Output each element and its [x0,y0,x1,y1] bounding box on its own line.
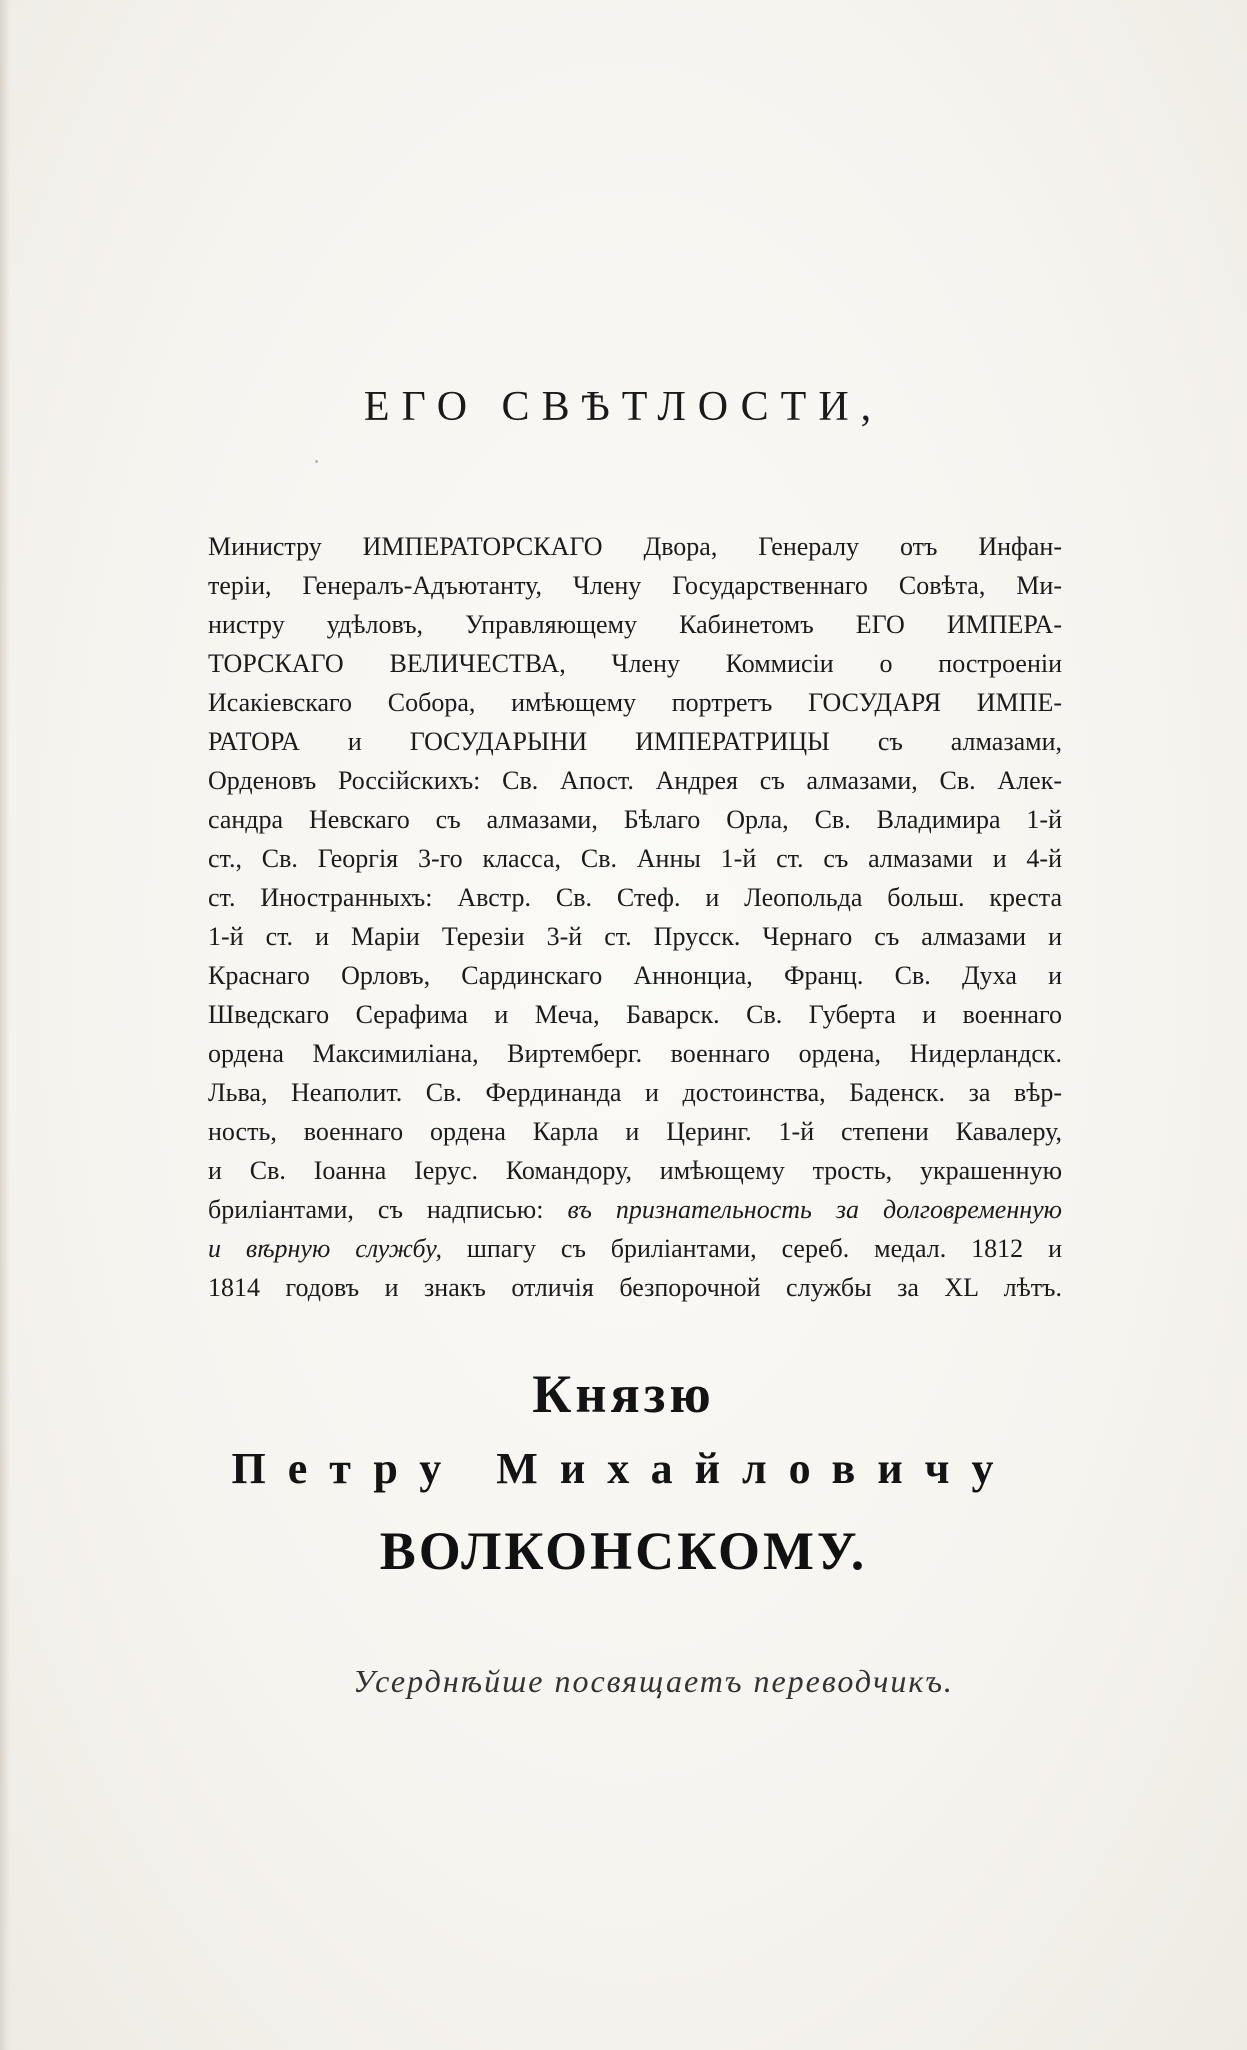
body-line: 1-й ст. и Маріи Терезіи 3-й ст. Прусск. Чернаго съ алмазами и [208,922,1062,951]
recipient-title: Князю [532,1364,715,1424]
body-line: 1814 годовъ и знакъ отличія безпорочной службы за XL лѣтъ. [208,1273,1062,1302]
body-line: Льва, Неаполит. Св. Фердинанда и достоинства, Баденск. за вѣр- [208,1078,1062,1107]
body-line: Орденовъ Россійскихъ: Св. Апост. Андрея съ алмазами, Св. Алек- [208,766,1062,795]
inscription-italic: и вѣрную службу, [208,1234,442,1263]
body-line: ст., Св. Георгія 3-го класса, Св. Анны 1-й ст. съ алмазами и 4-й [208,844,1062,873]
body-line: ст. Иностранныхъ: Австр. Св. Стеф. и Леопольда больш. креста [208,883,1062,912]
body-line: ность, военнаго ордена Карла и Церинг. 1-й степени Кавалеру, [208,1117,1062,1146]
inscription-italic: въ признательность за долговременную [567,1195,1062,1224]
body-line: Шведскаго Серафима и Меча, Баварск. Св. Губерта и военнаго [208,1000,1062,1029]
body-line: сандра Невскаго съ алмазами, Бѣлаго Орла, Св. Владимира 1-й [208,805,1062,834]
page-edge-shadow [0,0,10,2050]
body-line: Министру ИМПЕРАТОРСКАГО Двора, Генералу отъ Инфан- [208,532,1062,561]
paper-speck [315,460,318,463]
body-line: РАТОРА и ГОСУДАРЫНИ ИМПЕРАТРИЦЫ съ алмазами, [208,727,1062,756]
body-line: нистру удѣловъ, Управляющему Кабинетомъ ЕГО ИМПЕРА- [208,610,1062,639]
body-line: ордена Максимиліана, Виртемберг. военнаго ордена, Нидерландск. [208,1039,1062,1068]
body-line: Краснаго Орловъ, Сардинскаго Аннонциа, Франц. Св. Духа и [208,961,1062,990]
body-line: Исакіевскаго Собора, имѣющему портретъ ГОСУДАРЯ ИМПЕ- [208,688,1062,717]
recipient-surname: ВОЛКОНСКОМУ. [379,1521,868,1581]
translator-dedication: Усерднѣйше посвящаетъ переводчикъ. [353,1663,954,1699]
dedication-body [208,527,1062,1307]
body-line: и вѣрную службу, шпагу съ бриліантами, сереб. медал. 1812 и [208,1234,1062,1263]
body-line: теріи, Генералъ-Адъютанту, Члену Государственнаго Совѣта, Ми- [208,571,1062,600]
body-line: бриліантами, съ надписью: въ признательность за долговременную [208,1195,1062,1224]
body-line: ТОРСКАГО ВЕЛИЧЕСТВА, Члену Коммисіи о построеніи [208,649,1062,678]
body-line: и Св. Іоанна Іерус. Командору, имѣющему трость, украшенную [208,1156,1062,1185]
recipient-given-names: Петру Михайловичу [231,1444,1016,1493]
page-title: ЕГО СВѢТЛОСТИ, [363,384,884,430]
